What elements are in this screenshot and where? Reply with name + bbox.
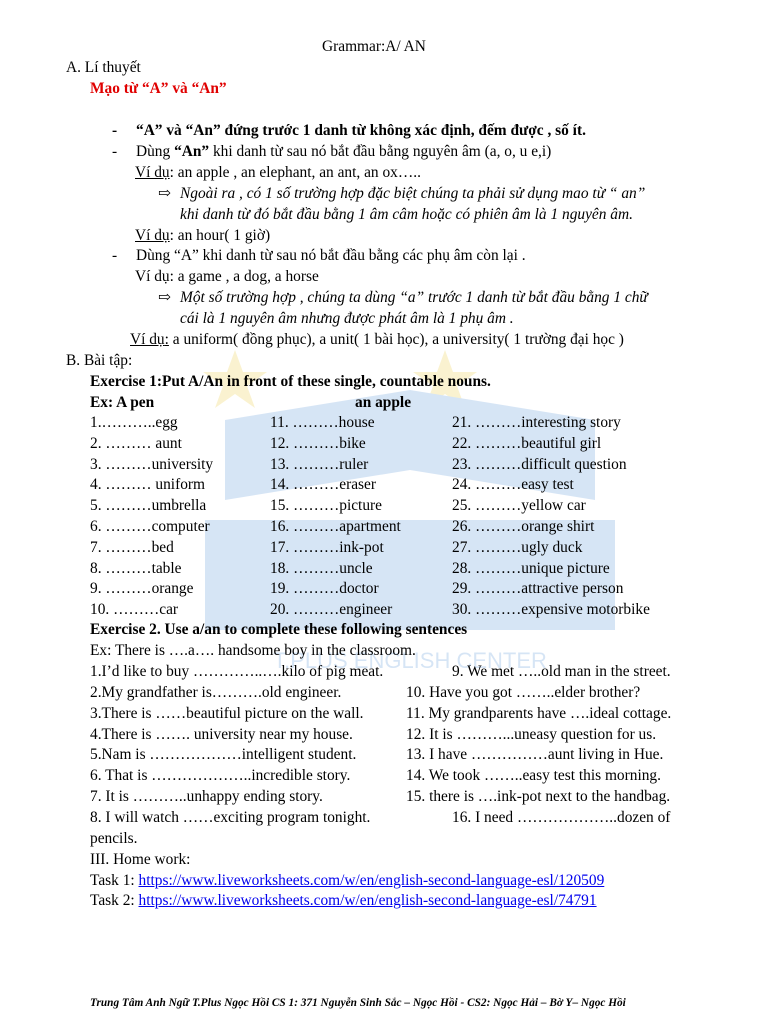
exercise-2-example: Ex: There is ….a…. handsome boy in the classroom. xyxy=(90,642,416,659)
example-4-text: a uniform( đồng phục), a unit( 1 bài học), a university( 1 trường đại học ) xyxy=(168,331,624,348)
exercise-1-example-left: Ex: A pen xyxy=(90,394,155,411)
an-rule xyxy=(112,142,551,163)
exercises-heading: B. Bài tập: xyxy=(66,352,133,369)
note-1-text: Ngoài ra , có 1 số trường hợp đặc biệt chúng ta phải sử dụng mao từ “ an” xyxy=(180,185,646,202)
example-colon: : xyxy=(164,331,169,348)
task-1-label: Task 1: xyxy=(90,872,139,889)
theory-heading: A. Lí thuyết xyxy=(66,59,141,76)
exercise-1-title: Exercise 1:Put A/An in front of these single, countable nouns. xyxy=(90,373,491,390)
exercise-1-item: 2. ……… aunt xyxy=(90,434,182,452)
exercise-2-item: 3.There is ……beautiful picture on the wall. xyxy=(90,704,364,722)
exercise-2-item: 2.My grandfather is……….old engineer. xyxy=(90,683,342,701)
exercise-1-item: 29. ………attractive person xyxy=(452,580,624,598)
example-2 xyxy=(135,226,270,247)
exercise-1-item: 5. ………umbrella xyxy=(90,497,207,515)
exercise-1-item: 23. ………difficult question xyxy=(452,455,627,473)
exercise-1-item: 24. ………easy test xyxy=(452,476,574,494)
exercise-2-item: 9. We met …..old man in the street. xyxy=(452,663,671,680)
exercise-1-item: 6. ………computer xyxy=(90,518,210,535)
exercise-1-item: 10. ………car xyxy=(90,601,179,619)
exercise-1-item: 9. ………orange xyxy=(90,580,194,598)
task-2-link[interactable]: https://www.liveworksheets.com/w/en/english-second-language-esl/74791 xyxy=(138,892,597,909)
exercise-1-example-right: an apple xyxy=(355,394,412,411)
exercise-1-item: 22. ………beautiful girl xyxy=(452,434,602,452)
exercise-2-title: Exercise 2. Use a/an to complete these following sentences xyxy=(90,621,468,638)
exercise-1-item: 4. ……… uniform xyxy=(90,476,205,494)
arrow-right-icon: ⇨ xyxy=(158,185,171,202)
homework-heading: III. Home work: xyxy=(90,851,191,868)
exercise-2-item: 13. I have ……………aunt living in Hue. xyxy=(406,746,664,764)
exercise-2-item: 12. It is ………...uneasy question for us. xyxy=(406,725,657,743)
exercise-1-item: 17. ………ink-pot xyxy=(270,538,384,556)
exercise-2-item: 14. We took ……..easy test this morning. xyxy=(406,767,661,785)
bullet-dash: - xyxy=(112,247,118,264)
exercise-1-item: 16. ………apartment xyxy=(270,518,401,535)
rule-main-text: “A” và “An” đứng trước 1 danh từ không xác định, đếm được , số ít. xyxy=(136,122,586,139)
example-4 xyxy=(130,330,624,351)
note-2-line-2: cái là 1 nguyên âm nhưng được phát âm là 1 phụ âm . xyxy=(180,310,514,327)
exercise-2-wrap: pencils. xyxy=(90,830,138,847)
an-rule-rest: khi danh từ sau nó bắt đầu bằng nguyên âm (a, o, u e,i) xyxy=(209,143,552,160)
task-2-label: Task 2: xyxy=(90,892,139,909)
an-rule-prefix: Dùng xyxy=(136,143,175,160)
exercise-1-item: 19. ………doctor xyxy=(270,580,379,598)
exercise-1-item: 15. ………picture xyxy=(270,497,382,515)
exercise-1-item: 13. ………ruler xyxy=(270,455,369,473)
example-3: Ví dụ: a game , a dog, a horse xyxy=(135,268,319,285)
exercise-1-item: 21. ………interesting story xyxy=(452,414,621,431)
exercise-2-item: 1.I’d like to buy …………..….kilo of pig meat. xyxy=(90,663,384,680)
exercise-2-item: 7. It is ………..unhappy ending story. xyxy=(90,788,323,806)
bullet-dash: - xyxy=(112,122,118,139)
exercise-2-item: 15. there is ….ink-pot next to the handbag. xyxy=(406,788,671,806)
exercise-1-item: 26. ………orange shirt xyxy=(452,518,595,535)
exercise-1-item: 1.………..egg xyxy=(90,414,178,431)
theory-subheading: Mạo từ “A” và “An” xyxy=(90,80,227,97)
exercise-1-item: 8. ………table xyxy=(90,559,182,577)
exercise-1-item: 30. ………expensive motorbike xyxy=(452,601,650,619)
rule-main xyxy=(112,121,586,142)
an-rule-bold: “An” xyxy=(174,143,210,160)
example-label: Ví dụ xyxy=(135,227,170,244)
exercise-2-item: 10. Have you got ……..elder brother? xyxy=(406,683,641,701)
exercise-2-item: 8. I will watch ……exciting program tonight. xyxy=(90,808,371,826)
bullet-dash: - xyxy=(112,143,118,160)
exercise-2-item: 4.There is ……. university near my house. xyxy=(90,725,353,743)
exercise-2-item: 11. My grandparents have ….ideal cottage. xyxy=(406,704,672,722)
note-1-line-2: khi danh từ đó bắt đầu bằng 1 âm câm hoặc có phiên âm là 1 nguyên âm. xyxy=(180,206,633,223)
exercise-1-item: 7. ………bed xyxy=(90,538,174,556)
exercise-1-item: 12. ………bike xyxy=(270,434,366,452)
page-footer: Trung Tâm Anh Ngữ T.Plus Ngọc Hồi CS 1: 371 Nguyễn Sinh Sắc – Ngọc Hồi - CS2: Ngọc Hải – Bờ Y– Ngọc Hồi xyxy=(90,997,626,1009)
exercise-1-item: 3. ………university xyxy=(90,455,214,473)
exercise-2-item: 16. I need ………………..dozen of xyxy=(452,808,671,826)
example-2-text: : an hour( 1 giờ) xyxy=(169,227,271,244)
note-2-line-1 xyxy=(158,288,648,309)
exercise-1-item: 20. ………engineer xyxy=(270,601,393,619)
exercise-2-item: 6. That is ………………..incredible story. xyxy=(90,767,351,785)
watermark-caption: T.PLUS ENGLISH CENTER xyxy=(273,648,547,673)
task-1 xyxy=(90,871,604,892)
exercise-1-item: 11. ………house xyxy=(270,414,375,431)
a-rule-text: Dùng “A” khi danh từ sau nó bắt đầu bằng các phụ âm còn lại . xyxy=(136,247,526,264)
exercise-1-item: 28. ………unique picture xyxy=(452,559,610,577)
page-title: Grammar:A/ AN xyxy=(322,38,426,55)
exercise-1-item: 18. ………uncle xyxy=(270,559,373,577)
exercise-2-item: 5.Nam is ………………intelligent student. xyxy=(90,746,357,764)
example-label: Ví dụ xyxy=(130,331,165,348)
exercise-1-item: 14. ………eraser xyxy=(270,476,376,494)
note-2-text: Một số trường hợp , chúng ta dùng “a” trước 1 danh từ bắt đầu bằng 1 chữ xyxy=(180,289,648,306)
example-1-text: : an apple , an elephant, an ant, an ox….. xyxy=(169,164,421,181)
task-2 xyxy=(90,891,597,912)
example-label: Ví dụ xyxy=(135,164,170,181)
task-1-link[interactable]: https://www.liveworksheets.com/w/en/english-second-language-esl/120509 xyxy=(138,872,605,889)
note-1-line-1 xyxy=(158,184,645,205)
exercise-1-item: 27. ………ugly duck xyxy=(452,538,583,556)
exercise-1-item: 25. ………yellow car xyxy=(452,497,586,515)
arrow-right-icon: ⇨ xyxy=(158,289,171,306)
a-rule xyxy=(112,246,526,267)
example-1 xyxy=(135,163,421,184)
